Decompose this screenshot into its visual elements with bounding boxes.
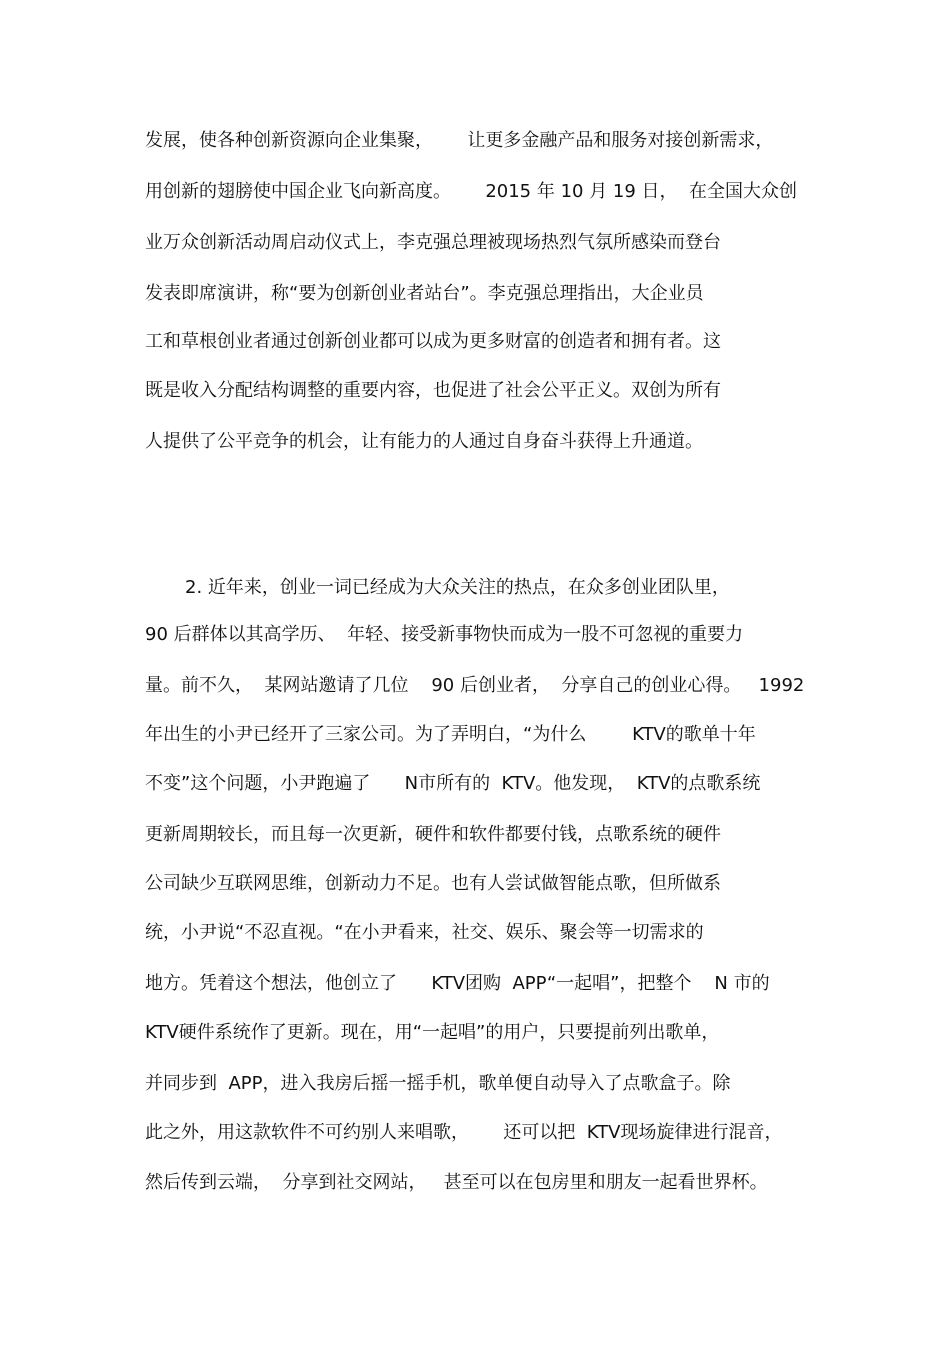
paragraph-1-line-2: 用创新的翅膀使中国企业飞向新高度。 2015 年 10 月 19 日， 在全国大众创 (145, 181, 797, 202)
paragraph-2-line-5: 不变”这个问题，小尹跑遍了 N市所有的 KTV。他发现， KTV的点歌系统 (145, 773, 761, 794)
paragraph-1-line-5: 工和草根创业者通过创新创业都可以成为更多财富的创造者和拥有者。这 (145, 331, 721, 352)
paragraph-2-line-12: 此之外，用这款软件不可约别人来唱歌， 还可以把 KTV现场旋律进行混音， (145, 1122, 783, 1143)
paragraph-2-line-3: 量。前不久， 某网站邀请了几位 90 后创业者， 分享自己的创业心得。 1992 (145, 675, 805, 696)
paragraph-1-line-1: 发展，使各种创新资源向企业集聚， 让更多金融产品和服务对接创新需求， (145, 130, 774, 151)
paragraph-1-line-6: 既是收入分配结构调整的重要内容，也促进了社会公平正义。双创为所有 (145, 380, 721, 401)
paragraph-2-line-6: 更新周期较长，而且每一次更新，硬件和软件都要付钱，点歌系统的硬件 (145, 824, 721, 845)
paragraph-2-line-2: 90 后群体以其高学历、 年轻、接受新事物快而成为一股不可忽视的重要力 (145, 624, 744, 645)
paragraph-2-line-9: 地方。凭着这个想法，他创立了 KTV团购 APP“一起唱”，把整个 N 市的 (145, 973, 770, 994)
paragraph-2-line-10: KTV硬件系统作了更新。现在，用“一起唱”的用户，只要提前列出歌单， (145, 1022, 720, 1043)
paragraph-2-line-8: 统，小尹说“不忍直视。“在小尹看来，社交、娱乐、聚会等一切需求的 (145, 922, 704, 943)
paragraph-2-line-11: 并同步到 APP，进入我房后摇一摇手机，歌单便自动导入了点歌盒子。除 (145, 1073, 731, 1094)
paragraph-2-line-13: 然后传到云端， 分享到社交网站， 甚至可以在包房里和朋友一起看世界杯。 (145, 1172, 768, 1193)
paragraph-1-line-4: 发表即席演讲，称“要为创新创业者站台”。李克强总理指出，大企业员 (145, 283, 704, 304)
paragraph-1-line-7: 人提供了公平竞争的机会，让有能力的人通过自身奋斗获得上升通道。 (145, 431, 703, 452)
paragraph-1-line-3: 业万众创新活动周启动仪式上，李克强总理被现场热烈气氛所感染而登台 (145, 232, 721, 253)
paragraph-2-line-1: 2. 近年来，创业一词已经成为大众关注的热点，在众多创业团队里， (185, 577, 730, 598)
paragraph-2-line-4: 年出生的小尹已经开了三家公司。为了弄明白，“为什么 KTV的歌单十年 (145, 724, 756, 745)
paragraph-2-line-7: 公司缺少互联网思维，创新动力不足。也有人尝试做智能点歌，但所做系 (145, 873, 721, 894)
